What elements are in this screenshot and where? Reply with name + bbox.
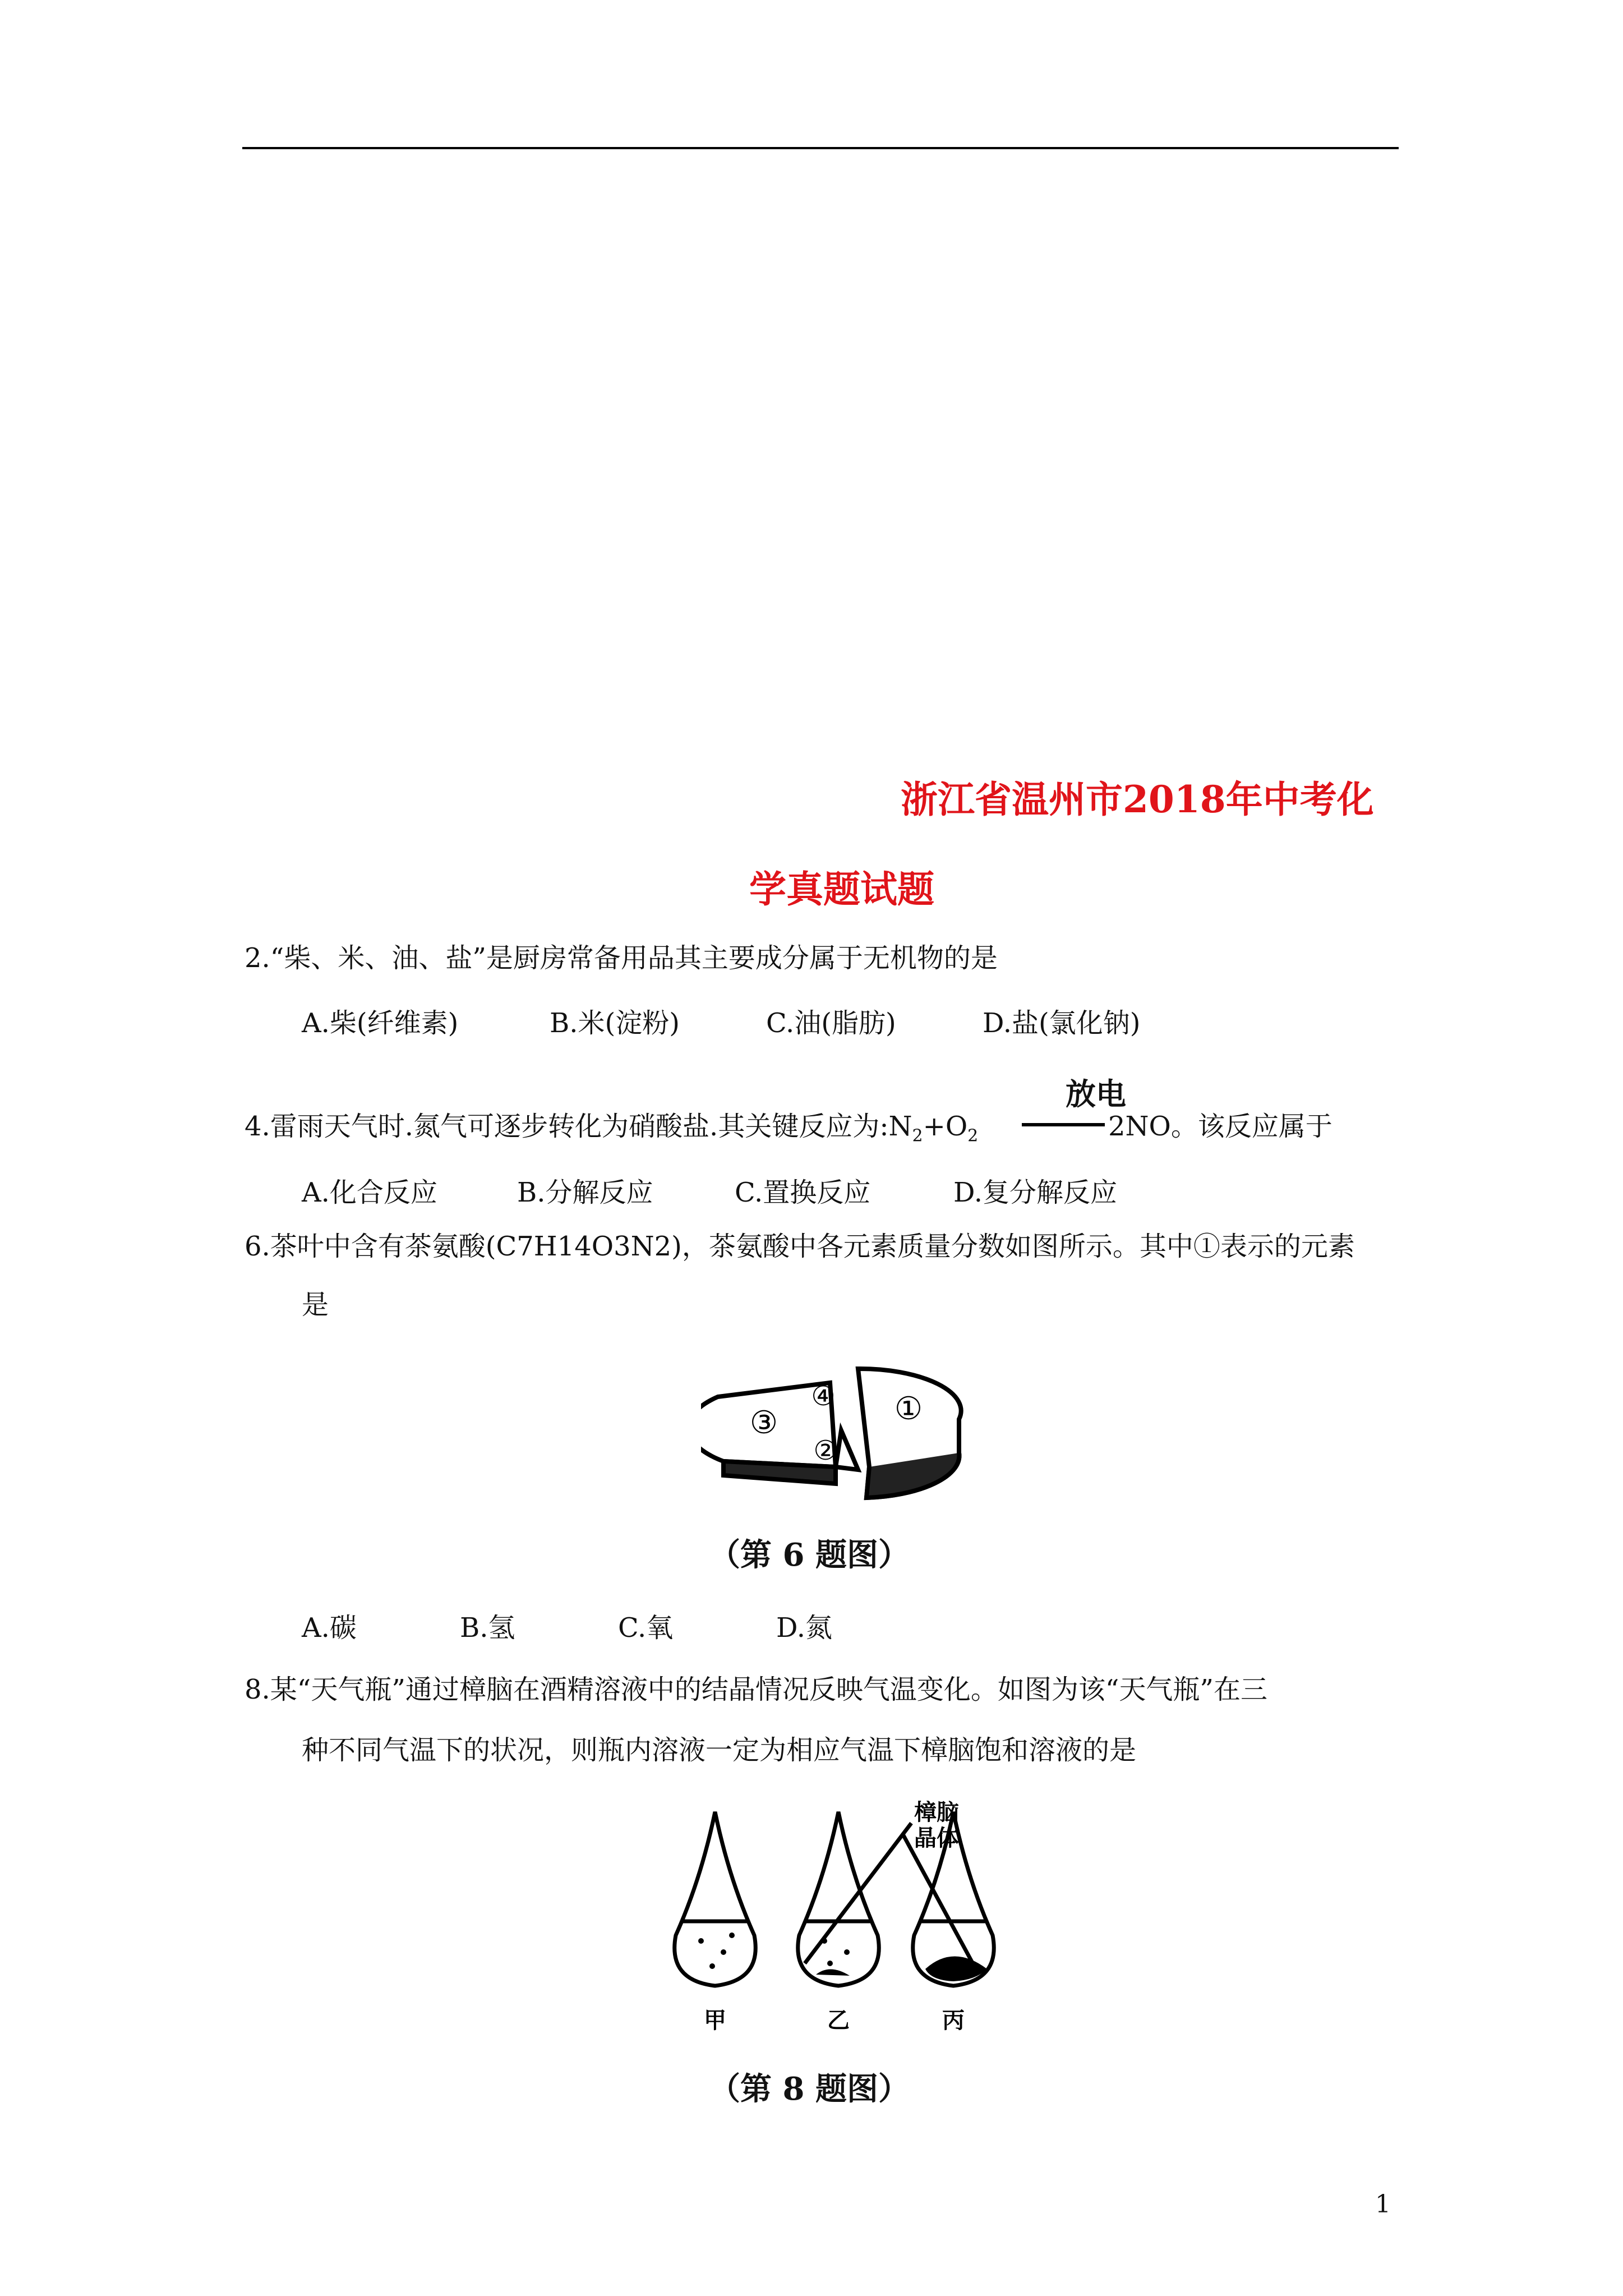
question-4-option-d: D.复分解反应 bbox=[953, 1177, 1118, 1208]
question-2-option-c: C.油(脂肪) bbox=[766, 1007, 896, 1039]
reaction-condition: 放电 bbox=[1066, 1076, 1126, 1112]
question-6-line2: 是 bbox=[302, 1289, 329, 1320]
question-4-plus-o: +O bbox=[923, 1111, 968, 1142]
weather-flask-figure bbox=[662, 1801, 1021, 2059]
question-4-sub-n2: 2 bbox=[912, 1126, 923, 1146]
question-4-option-b: B.分解反应 bbox=[517, 1177, 653, 1208]
flask-yi bbox=[798, 1812, 879, 1986]
page-number: 1 bbox=[1375, 2190, 1391, 2219]
question-2-text: 2.“柴、米、油、盐”是厨房常备用品其主要成分属于无机物的是 bbox=[245, 942, 998, 974]
flask-label-jia: 甲 bbox=[704, 2007, 726, 2033]
question-4-text bbox=[245, 1113, 978, 1145]
figure-6-caption: （第 6 题图） bbox=[709, 1536, 910, 1573]
question-4-text-before: 4.雷雨天气时.氮气可逐步转化为硝酸盐.其关键反应为:N bbox=[245, 1111, 912, 1142]
crystal-label-1: 樟脑 bbox=[914, 1801, 959, 1825]
pie-label-1: ① bbox=[894, 1391, 923, 1427]
flask-label-yi: 乙 bbox=[827, 2007, 850, 2033]
crystal-label-2: 晶体 bbox=[914, 1825, 959, 1851]
pie-chart-figure bbox=[701, 1358, 981, 1520]
question-8-line2: 种不同气温下的状况，则瓶内溶液一定为相应气温下樟脑饱和溶液的是 bbox=[302, 1734, 1137, 1766]
question-6-option-b: B.氢 bbox=[460, 1612, 515, 1644]
figure-8-caption: （第 8 题图） bbox=[709, 2070, 910, 2108]
page-title-line2: 学真题试题 bbox=[749, 867, 934, 911]
question-4-text-after: 2NO。该反应属于 bbox=[1108, 1111, 1332, 1142]
reaction-arrow-bar bbox=[1022, 1123, 1105, 1126]
question-6-option-d: D.氮 bbox=[776, 1612, 833, 1644]
question-6-option-c: C.氧 bbox=[618, 1612, 674, 1644]
flask-jia bbox=[675, 1812, 756, 1986]
question-2-option-d: D.盐(氯化钠) bbox=[983, 1007, 1141, 1039]
question-4-option-c: C.置换反应 bbox=[735, 1177, 871, 1208]
question-6-option-a: A.碳 bbox=[302, 1612, 357, 1644]
question-4-option-a: A.化合反应 bbox=[302, 1177, 437, 1208]
pie-label-2: ② bbox=[813, 1435, 838, 1466]
pie-label-4: ④ bbox=[811, 1381, 836, 1412]
question-2-option-a: A.柴(纤维素) bbox=[302, 1007, 459, 1039]
pie-label-3: ③ bbox=[749, 1405, 778, 1441]
question-6-line1: 6.茶叶中含有茶氨酸(C7H14O3N2)，茶氨酸中各元素质量分数如图所示。其中①表示的元素 bbox=[245, 1231, 1355, 1262]
question-2-option-b: B.米(淀粉) bbox=[550, 1007, 680, 1039]
page-title-line1: 浙江省温州市2018年中考化 bbox=[901, 777, 1374, 821]
question-8-line1: 8.某“天气瓶”通过樟脑在酒精溶液中的结晶情况反映气温变化。如图为该“天气瓶”在三 bbox=[245, 1674, 1267, 1705]
flask-label-bing: 丙 bbox=[942, 2007, 965, 2033]
header-rule bbox=[242, 147, 1399, 149]
question-4-sub-o2: 2 bbox=[967, 1126, 979, 1146]
